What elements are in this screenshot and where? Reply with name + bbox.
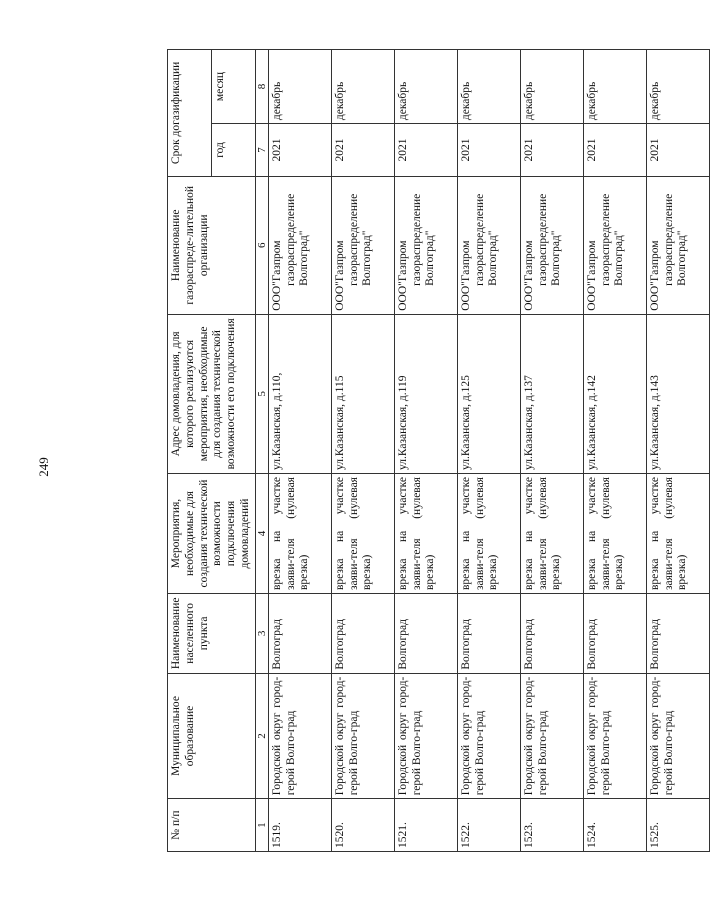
column-number: 7 [255, 124, 268, 177]
cell-year: 2021 [583, 124, 646, 177]
header-month: месяц [211, 50, 255, 124]
column-number: 8 [255, 50, 268, 124]
org-name: "Газпром газораспределение Волгоград" [396, 193, 437, 286]
column-number: 4 [255, 474, 268, 594]
org-name: "Газпром газораспределение Волгоград" [522, 193, 563, 286]
cell-address: ул.Казанская, д.137 [520, 314, 583, 473]
cell-measures: врезка на участке заяви-теля (нулевая врезка) [646, 474, 709, 594]
table-row [520, 50, 583, 852]
cell-num: 1522. [457, 799, 520, 852]
gasification-table [167, 49, 710, 852]
cell-address: ул.Казанская, д.125 [457, 314, 520, 473]
column-number: 5 [255, 314, 268, 473]
org-prefix: ООО [648, 285, 661, 311]
cell-settlement: Волгоград [268, 594, 331, 674]
org-name: "Газпром газораспределение Волгоград" [270, 193, 311, 286]
org-name: "Газпром газораспределение Волгоград" [459, 193, 500, 286]
cell-address: ул.Казанская, д.115 [331, 314, 394, 473]
cell-address: ул.Казанская, д.110, [268, 314, 331, 473]
cell-num: 1521. [394, 799, 457, 852]
header-org: Наименование газораспреде-лительной организации [168, 176, 256, 314]
cell-year: 2021 [646, 124, 709, 177]
org-name: "Газпром газораспределение Волгоград" [333, 193, 374, 286]
cell-org [646, 176, 709, 314]
cell-measures: врезка на участке заяви-теля (нулевая врезка) [394, 474, 457, 594]
cell-month: декабрь [268, 50, 331, 124]
cell-address: ул.Казанская, д.143 [646, 314, 709, 473]
cell-year: 2021 [457, 124, 520, 177]
column-number: 1 [255, 799, 268, 852]
org-prefix: ООО [459, 285, 472, 311]
cell-address: ул.Казанская, д.142 [583, 314, 646, 473]
cell-municipality: Городской округ город-герой Волго-град [394, 673, 457, 799]
cell-num: 1525. [646, 799, 709, 852]
page-number: 249 [36, 457, 51, 477]
cell-municipality: Городской округ город-герой Волго-град [331, 673, 394, 799]
cell-org [268, 176, 331, 314]
cell-num: 1519. [268, 799, 331, 852]
cell-year: 2021 [394, 124, 457, 177]
cell-year: 2021 [520, 124, 583, 177]
table-row [457, 50, 520, 852]
table-row [331, 50, 394, 852]
cell-municipality: Городской округ город-герой Волго-град [457, 673, 520, 799]
cell-month: декабрь [457, 50, 520, 124]
org-name: "Газпром газораспределение Волгоград" [648, 193, 689, 286]
table-row [583, 50, 646, 852]
cell-month: декабрь [331, 50, 394, 124]
column-number: 3 [255, 594, 268, 674]
cell-org [457, 176, 520, 314]
cell-settlement: Волгоград [646, 594, 709, 674]
header-municipality: Муниципальное образование [168, 673, 256, 799]
header-row [168, 50, 212, 852]
document-table-rotated [167, 49, 689, 852]
table-row [394, 50, 457, 852]
cell-municipality: Городской округ город-герой Волго-град [520, 673, 583, 799]
header-measures: Мероприятия, необходимые для создания технической возможности подключения домовладений [168, 474, 256, 594]
cell-settlement: Волгоград [520, 594, 583, 674]
cell-municipality: Городской округ город-герой Волго-град [583, 673, 646, 799]
org-name: "Газпром газораспределение Волгоград" [585, 193, 626, 286]
cell-municipality: Городской округ город-герой Волго-град [646, 673, 709, 799]
org-prefix: ООО [396, 285, 409, 311]
cell-settlement: Волгоград [457, 594, 520, 674]
header-address: Адрес домовладения, для которого реализуются мероприятия, необходимые для создания технической возможности его подключения [168, 314, 256, 473]
cell-settlement: Волгоград [331, 594, 394, 674]
cell-settlement: Волгоград [394, 594, 457, 674]
org-prefix: ООО [333, 285, 346, 311]
cell-year: 2021 [268, 124, 331, 177]
cell-month: декабрь [520, 50, 583, 124]
cell-measures: врезка на участке заяви-теля (нулевая врезка) [457, 474, 520, 594]
cell-org [331, 176, 394, 314]
cell-municipality: Городской округ город-герой Волго-град [268, 673, 331, 799]
cell-measures: врезка на участке заяви-теля (нулевая врезка) [520, 474, 583, 594]
cell-measures: врезка на участке заяви-теля (нулевая врезка) [583, 474, 646, 594]
cell-month: декабрь [394, 50, 457, 124]
cell-org [520, 176, 583, 314]
cell-num: 1520. [331, 799, 394, 852]
cell-address: ул.Казанская, д.119 [394, 314, 457, 473]
column-number: 6 [255, 176, 268, 314]
header-settlement: Наименование населенного пункта [168, 594, 256, 674]
cell-measures: врезка на участке заяви-теля (нулевая врезка) [331, 474, 394, 594]
table-row [646, 50, 709, 852]
org-prefix: ООО [585, 285, 598, 311]
table-row [268, 50, 331, 852]
org-prefix: ООО [522, 285, 535, 311]
cell-month: декабрь [646, 50, 709, 124]
cell-measures: врезка на участке заяви-теля (нулевая врезка) [268, 474, 331, 594]
column-number: 2 [255, 673, 268, 799]
column-number-row [255, 50, 268, 852]
cell-num: 1523. [520, 799, 583, 852]
header-num: № п/п [168, 799, 256, 852]
header-year: год [211, 124, 255, 177]
cell-year: 2021 [331, 124, 394, 177]
cell-month: декабрь [583, 50, 646, 124]
table-body [268, 50, 709, 852]
cell-org [583, 176, 646, 314]
cell-org [394, 176, 457, 314]
org-prefix: ООО [270, 285, 283, 311]
cell-num: 1524. [583, 799, 646, 852]
cell-settlement: Волгоград [583, 594, 646, 674]
header-deadline: Срок догазификации [168, 50, 212, 177]
